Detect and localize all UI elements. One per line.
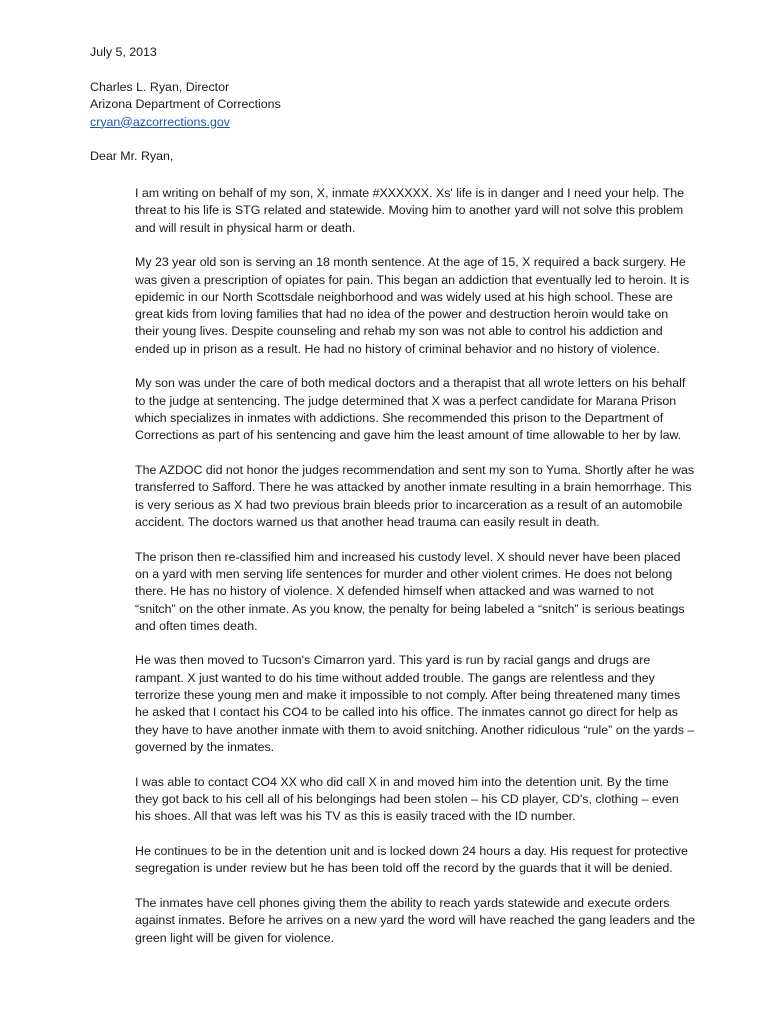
body-paragraph: I am writing on behalf of my son, X, inmate #XXXXXX. Xs' life is in danger and I need your help. The threat to his life is STG related and statewide. Moving him to another yard will not solve this problem and will result in physical harm or death. <box>135 186 684 235</box>
recipient-organization: Arizona Department of Corrections <box>90 97 281 112</box>
body-paragraph: The prison then re-classified him and increased his custody level. X should never have been placed on a yard with men serving life sentences for murder and other violent crimes. He does not belong there. He has no history of violence. X defended himself when attacked and was warned to not “snitch” on the other inmate. As you know, the penalty for being labeled a “snitch” is serious beatings and often times death. <box>135 549 685 633</box>
recipient-email-link[interactable]: cryan@azcorrections.gov <box>90 114 230 129</box>
letter-date: July 5, 2013 <box>90 45 157 59</box>
body-paragraph: He was then moved to Tucson's Cimarron yard. This yard is run by racial gangs and drugs are rampant. X just wanted to do his time without added trouble. The gangs are relentless and they terrorize these young men and make it impossible to not comply. After being threatened many times he asked that I contact his CO4 to be called into his office. The inmates cannot go direct for help as they have to have another inmate with them to avoid snitching. Another ridiculous “rule” on the yards – governed by the inmates. <box>135 653 695 754</box>
body-paragraph: I was able to contact CO4 XX who did call X in and moved him into the detention unit. By the time they got back to his cell all of his belongings had been stolen – his CD player, CD's, clothing – even his shoes. All that was left was his TV as this is easily traced with the ID number. <box>135 774 679 824</box>
salutation: Dear Mr. Ryan, <box>90 149 174 163</box>
recipient-address-block <box>90 79 281 131</box>
body-paragraph: The AZDOC did not honor the judges recommendation and sent my son to Yuma. Shortly after he was transferred to Safford. There he was attacked by another inmate resulting in a brain hemorrhage. This is very serious as X had two previous brain bleeds prior to incarceration as a result of an automobile accident. The doctors warned us that another head trauma can easily result in death. <box>135 463 695 529</box>
letter-body <box>135 185 695 964</box>
recipient-name: Charles L. Ryan, Director <box>90 80 230 94</box>
body-paragraph: He continues to be in the detention unit and is locked down 24 hours a day. His request for protective segregation is under review but he has been told off the record by the guards that it will be denied. <box>135 843 688 876</box>
body-paragraph: The inmates have cell phones giving them the ability to reach yards statewide and execute orders against inmates. Before he arrives on a new yard the word will have reached the gang leaders and the green light will be given for violence. <box>135 895 695 945</box>
body-paragraph: My son was under the care of both medical doctors and a therapist that all wrote letters on his behalf to the judge at sentencing. The judge determined that X was a perfect candidate for Marana Prison which specializes in inmates with addictions. She recommended this prison to the Department of Corrections as part of his sentencing and gave him the least amount of time allowable to her by law. <box>135 376 686 443</box>
body-paragraph: My 23 year old son is serving an 18 month sentence. At the age of 15, X required a back surgery. He was given a prescription of opiates for pain. This began an addiction that eventually led to heroin. It is epidemic in our North Scottsdale neighborhood and was widely used at his high school. These are great kids from loving families that had no idea of the power and destruction heroin would take on their young lives. Despite counseling and rehab my son was not able to control his addiction and ended up in prison as a result. He had no history of criminal behavior and no history of violence. <box>135 255 690 356</box>
